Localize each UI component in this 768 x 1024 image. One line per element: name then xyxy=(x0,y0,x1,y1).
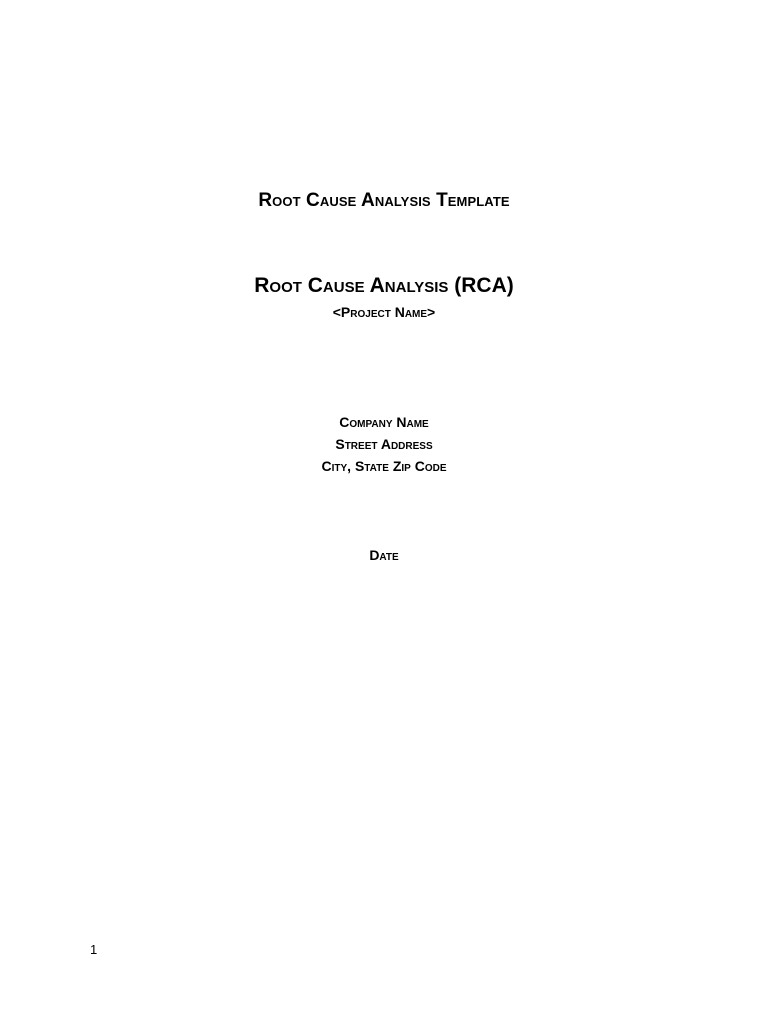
page-number: 1 xyxy=(90,942,98,957)
street-address: Street Address xyxy=(335,436,433,452)
city-state-zip: City, State Zip Code xyxy=(321,458,447,474)
project-name-placeholder: <Project Name> xyxy=(332,304,436,320)
document-title: Root Cause Analysis Template xyxy=(258,190,510,211)
date: Date xyxy=(369,547,399,563)
company-name: Company Name xyxy=(339,414,429,430)
rca-heading: Root Cause Analysis (RCA) xyxy=(254,274,514,297)
